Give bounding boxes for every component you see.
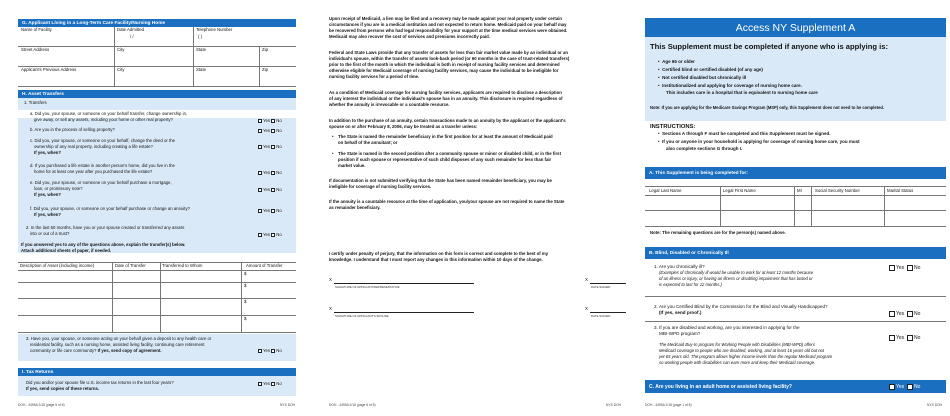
question-a-line2: give away, or sell any assets, including your home or other real property? — [34, 117, 173, 122]
spouse-signature-caption: SIGNATURE OF APPLICANT'S SPOUSE — [335, 314, 389, 318]
prev-zip-label: Zip — [262, 67, 268, 72]
chronically-ill-answer[interactable]: Yes No — [889, 265, 920, 271]
amount-cell[interactable]: $ — [244, 271, 247, 276]
amount-cell[interactable]: $ — [244, 316, 247, 321]
date-admitted-label: Date Admitted — [117, 27, 144, 32]
yes-checkbox[interactable] — [258, 188, 262, 192]
footer-agency: NYS DOH — [280, 403, 296, 407]
yes-checkbox[interactable] — [258, 209, 262, 213]
facility-name-label: Name of Facility — [21, 27, 52, 32]
yes-checkbox[interactable] — [258, 129, 262, 133]
section-b-header: B. Blind, Disabled or Chronically Ill — [645, 247, 946, 259]
yes-checkbox[interactable] — [258, 119, 262, 123]
question-f-line1: f. Did you, your spouse, or someone on your behalf purchase or change an annuity? — [30, 206, 191, 211]
no-checkbox[interactable] — [271, 171, 275, 175]
msp-note: Note: If you are applying for the Medicare Savings Program (MSP) only, this Supplement does not need to be completed. — [650, 105, 884, 110]
certification-text: knowledge. I understand that I must report any changes in this information within 10 days of the change. — [329, 257, 543, 262]
question-3-line3: community or life care community? If yes, send copy of agreement. — [30, 348, 162, 353]
section-g-header: G. Applicant Living in a Long-Term Care Facility/Nursing Home — [18, 19, 296, 27]
no-checkbox[interactable] — [271, 209, 275, 213]
col-amount: Amount of Transfer — [246, 263, 283, 268]
question-c-answer[interactable]: Yes No — [258, 144, 282, 149]
chronically-ill-examples: is expected to last for 12 months.) — [659, 282, 722, 287]
annuity-paragraph: of any interest the individual or the individual's spouse has in an annuity. This disclosure is required regardless of — [329, 96, 563, 101]
col-marital-status: Marital Status — [887, 188, 914, 193]
applicant-signature-caption: SIGNATURE OF APPLICANT/REPRESENTATIVE — [335, 285, 400, 289]
signature-x: X — [329, 306, 333, 311]
date-x: X — [585, 306, 589, 311]
transfer-law-paragraph: Federal and State Laws provide that any transfer of assets for less than fair market value made by an individual or an — [329, 50, 569, 55]
no-checkbox[interactable] — [907, 335, 913, 341]
signature-x: X — [329, 277, 333, 282]
question-d-line1: d. If you purchased a life estate in another person's home, did you live in the — [30, 163, 175, 168]
question-e-answer[interactable]: Yes No — [258, 187, 282, 192]
yes-checkbox[interactable] — [258, 349, 262, 353]
transfer-law-paragraph: otherwise eligible for Medicaid coverage of nursing facility services, may cause the individual to be ineligible for — [329, 68, 559, 73]
yes-checkbox[interactable] — [889, 265, 895, 271]
footer-form-number: DOH - 4495A 2/18 (page 6 of 8) — [329, 403, 376, 407]
applicant-date-line[interactable] — [590, 283, 626, 284]
page-5-asset-transfers — [0, 0, 300, 416]
footer-form-number: DOH - 4495A 2/18 (page 5 of 8) — [18, 403, 65, 407]
transfers-subheader: 1. Transfers — [24, 100, 47, 105]
transfer-law-paragraph: nursing facility services for a period of time. — [329, 74, 420, 79]
question-2-line1: 2. In the last 60 months, have you or your spouse created or transferred any assets — [26, 225, 185, 230]
question-d-answer[interactable]: Yes No — [258, 170, 282, 175]
amount-cell[interactable]: $ — [244, 299, 247, 304]
bullet-icon: • — [332, 134, 334, 139]
col-mi: MI — [797, 188, 802, 193]
question-e-when: If yes, when? — [34, 192, 61, 197]
explain-instruction-line1: If you answered yes to any of the questions above, explain the transfer(s) below. — [21, 242, 186, 247]
telephone-label: Telephone Number — [196, 27, 233, 32]
certified-blind-question: 2. Are you Certified Blind by the Commission for the Blind and Visually Handicapped? — [654, 304, 828, 309]
documentation-paragraph: If documentation is not submitted verifying that the State has been named remainder beneficiary, you may be — [329, 178, 552, 183]
question-b: b. Are you in the process of selling property? — [30, 127, 115, 132]
page-1-supplement-a — [645, 0, 950, 416]
no-checkbox[interactable] — [271, 382, 275, 386]
instructions-heading: INSTRUCTIONS: — [650, 124, 696, 130]
explain-instruction-line2: Attach additional sheets of paper, if needed. — [21, 248, 112, 253]
applicant-signature-line[interactable] — [334, 283, 474, 284]
question-3-line2: residential facility, such as a nursing home, assisted living facility, continuing care retirement — [30, 342, 205, 347]
mbi-wpd-description: so working people with disabilities can earn more and keep their Medicaid coverage. — [659, 360, 816, 365]
footer-form-number: DOH - 4495A 2/18 (page 1 of 8) — [645, 403, 692, 407]
instruction-nursing-home: • If you or anyone in your household is applying for coverage of nursing home care, you must — [658, 139, 860, 144]
mbi-wpd-description: Medicaid coverage to people who are disabled, working, and at least 16 years old but not — [659, 348, 825, 353]
footer-agency: NYS DOH — [927, 403, 943, 407]
city-label: City — [117, 47, 125, 52]
no-checkbox[interactable] — [907, 311, 913, 317]
question-c-line2: ownership of any real property, including creating a life estate? — [34, 144, 153, 149]
col-description: Description of Asset (including income) — [20, 263, 95, 268]
annuity-transfer-paragraph: In addition to the purchase of an annuity, certain transactions made to an annuity by the applicant or the applicant's — [329, 118, 566, 123]
question-f-answer[interactable]: Yes No — [258, 208, 282, 213]
question-c-when: If yes, when? — [34, 150, 61, 155]
spouse-signature-line[interactable] — [334, 312, 474, 313]
section-i-header: I. Tax Returns — [18, 368, 296, 376]
mbi-wpd-description: The Medicaid Buy-In program for Working People with Disabilities (MBI-WPD) offers — [659, 342, 815, 347]
spouse-date-caption: DATE SIGNED — [591, 314, 611, 318]
countable-resource-paragraph: If the annuity is a countable resource at the time of application, you/your spouse are not required to name the State — [329, 199, 565, 204]
transfer-law-paragraph: individual's spouse, within the transfer of assets look-back period (or 60 months in the case of trust-related transfers) — [329, 56, 570, 61]
section-c-header: C. Are you living in an adult home or assisted living facility? — [645, 380, 946, 393]
remaining-questions-note: Note: The remaining questions are for the person(s) named above. — [650, 230, 786, 235]
bullet-state-first: on behalf of the annuitant; or — [338, 140, 398, 145]
instruction-sections: • Sections A through F must be completed and this Supplement must be signed. — [658, 131, 831, 136]
state-label: State — [196, 47, 207, 52]
lien-paragraph: be recovered from persons who had legal responsibility for your support at the time medical services were obtained. — [329, 28, 568, 33]
question-e-line1: e. Did you, your spouse, or someone on your behalf purchase a mortgage, — [30, 180, 172, 185]
chronically-ill-question: 1. Are you chronically ill? — [654, 264, 705, 269]
zip-label: Zip — [262, 47, 268, 52]
question-3-line1: 3. Have you, your spouse, or someone acting on your behalf given a deposit to any health care or — [26, 336, 212, 341]
yes-checkbox[interactable] — [889, 335, 895, 341]
col-transferred-to: Transferred to Whom — [162, 263, 203, 268]
yes-checkbox[interactable] — [258, 171, 262, 175]
prev-state-label: State — [196, 67, 207, 72]
no-checkbox[interactable] — [271, 188, 275, 192]
applicant-date-caption: DATE SIGNED — [591, 285, 611, 289]
bullet-age: • Age 65 or older — [658, 59, 695, 64]
countable-resource-paragraph: as remainder beneficiary. — [329, 205, 381, 210]
no-checkbox[interactable] — [271, 145, 275, 149]
prev-city-label: City — [117, 67, 125, 72]
amount-cell[interactable]: $ — [244, 283, 247, 288]
lien-paragraph: circumstances if you are in a medical institution and not expected to return home. Medicaid paid on your behalf may — [329, 22, 567, 27]
documentation-paragraph: ineligible for coverage of nursing facility services. — [329, 184, 432, 189]
bullet-icon: • — [332, 151, 334, 156]
street-address-label: Street Address — [21, 47, 50, 52]
bullet-institutionalized: • Institutionalized and applying for coverage of nursing home care. — [658, 83, 802, 88]
date-x: X — [585, 277, 589, 282]
annuity-paragraph: As a condition of Medicaid coverage for nursing facility services, applicants are required to disclose a description — [329, 90, 562, 95]
no-checkbox[interactable] — [271, 233, 275, 237]
bullet-state-first: The State is named the remainder beneficiary in the first position for at least the amount of Medicaid paid — [338, 134, 553, 139]
question-2-answer[interactable]: Yes No — [258, 232, 282, 237]
page-6-liens-and-certification — [326, 0, 628, 416]
spouse-date-line[interactable] — [590, 312, 626, 313]
col-ssn: Social Security Number — [815, 188, 860, 193]
question-d-line2: home for at least one year after you purchased the life estate? — [34, 169, 153, 174]
section-h-header: H. Asset Transfers — [18, 90, 296, 98]
question-e-line2: loan, or promissory note? — [34, 186, 83, 191]
no-checkbox[interactable] — [271, 129, 275, 133]
tax-returns-question: Did you and/or your spouse file U.S. income tax returns in the last four years? — [26, 380, 174, 385]
bullet-state-second: The State is named in the second position after a community spouse or minor or disabled child, or in the first — [338, 151, 561, 156]
supplement-title: Access NY Supplement A — [645, 18, 946, 37]
tax-returns-answer[interactable]: Yes No — [258, 381, 282, 386]
yes-checkbox[interactable] — [258, 145, 262, 149]
tax-returns-instruction: If yes, send copies of these returns. — [26, 386, 100, 391]
mbi-wpd-question: 3. If you are disabled and working, are you interested in applying for the — [654, 325, 800, 330]
mbi-wpd-answer[interactable]: Yes No — [889, 335, 920, 341]
annuity-paragraph: whether the annuity is irrevocable or a countable resource. — [329, 102, 450, 107]
yes-checkbox[interactable] — [889, 384, 895, 390]
adult-home-answer[interactable]: Yes No — [889, 384, 920, 390]
transfer-law-paragraph: prior to the first of the month in which the individual is both in receipt of nursing facility services and determined — [329, 62, 560, 67]
date-admitted-field[interactable]: / / — [130, 34, 134, 39]
yes-checkbox[interactable] — [889, 311, 895, 317]
question-a-answer[interactable]: Yes No — [258, 118, 282, 123]
no-checkbox[interactable] — [907, 265, 913, 271]
must-complete-heading: This Supplement must be completed if anyone who is applying is: — [650, 42, 888, 51]
lien-paragraph: Upon receipt of Medicaid, a lien may be filed and a recovery may be made against your real property under certain — [329, 16, 563, 21]
bullet-state-second: market value. — [338, 163, 366, 168]
bullet-hospital-note: This includes care in a hospital that is equivalent to nursing home care — [666, 90, 818, 95]
no-checkbox[interactable] — [907, 384, 913, 390]
section-a-header: A. This Supplement is being completed for: — [645, 167, 946, 179]
certified-blind-proof: (If yes, send proof.) — [659, 310, 702, 315]
bullet-chronically-ill: • Not certified disabled but chronically ill — [658, 75, 747, 80]
bullet-blind: • Certified blind or certified disabled (of any age) — [658, 67, 763, 72]
col-last-name: Legal Last Name — [649, 188, 682, 193]
question-2-line2: into or out of a trust? — [30, 231, 70, 236]
instruction-sections-g-i: also complete sections G through I. — [666, 146, 743, 151]
certification-text: I certify under penalty of perjury, that the information on this form is correct and complete to the best of my — [329, 251, 549, 256]
col-date: Date of Transfer — [115, 263, 146, 268]
question-b-answer[interactable]: Yes No — [258, 128, 282, 133]
question-a-line1: a. Did you, your spouse, or someone on your behalf transfer, change ownership in, — [30, 111, 188, 116]
no-checkbox[interactable] — [271, 349, 275, 353]
certified-blind-answer[interactable]: Yes No — [889, 311, 920, 317]
chronically-ill-examples: of an illness or injury, or having an illness or disabling impairment that has lasted or — [659, 276, 813, 281]
question-c-line1: c. Did you, your spouse, or someone on your behalf, change the deed or the — [30, 138, 175, 143]
mbi-wpd-question: MBI-WPD program? — [659, 331, 701, 336]
yes-checkbox[interactable] — [258, 233, 262, 237]
chronically-ill-examples: (Examples of chronically ill would be unable to work for at least 12 months because — [659, 270, 814, 275]
telephone-field[interactable]: ( ) — [198, 34, 203, 39]
lien-paragraph: Medicaid may also recover the cost of services and premiums incorrectly paid. — [329, 34, 490, 39]
no-checkbox[interactable] — [271, 119, 275, 123]
bullet-state-second: position if such spouse or representative of such child disposes of any such remainder for less than fair — [338, 157, 552, 162]
yes-checkbox[interactable] — [258, 382, 262, 386]
mbi-wpd-description: yet 65 years old. The program allows higher income levels than the regular Medicaid program — [659, 354, 833, 359]
previous-address-label: Applicant's Previous Address — [21, 67, 77, 72]
annuity-transfer-paragraph: spouse on or after February 8, 2006, may be treated as a transfer unless: — [329, 124, 478, 129]
question-3-answer[interactable]: Yes No — [258, 348, 282, 353]
footer-agency: NYS DOH — [606, 403, 622, 407]
col-first-name: Legal First Name — [723, 188, 756, 193]
question-f-when: If yes, when? — [34, 212, 61, 217]
